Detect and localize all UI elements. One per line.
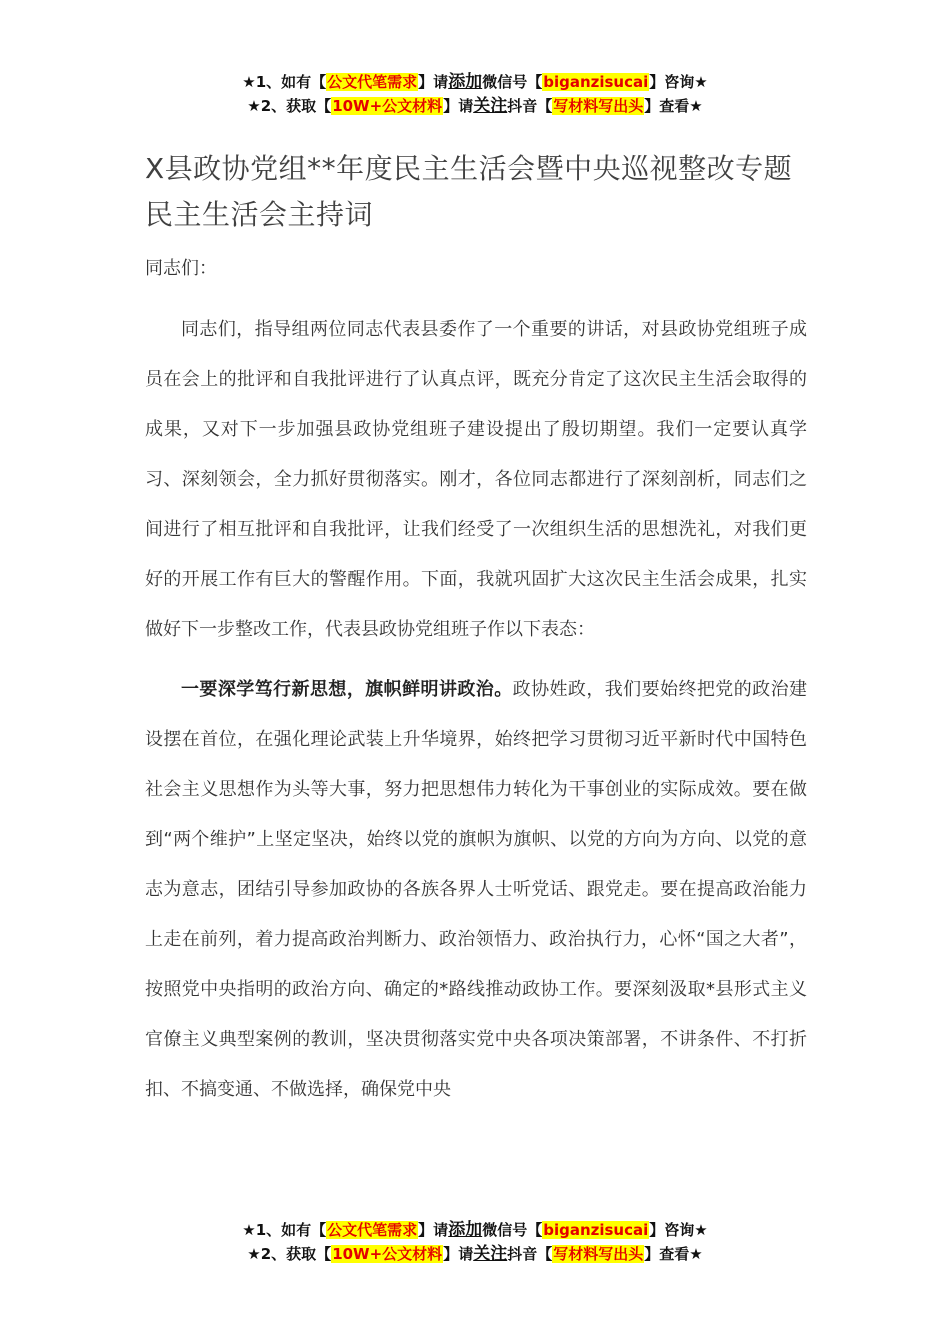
ad-text: ★1、如有【 xyxy=(242,1221,327,1239)
ad-text: ★2、获取【 xyxy=(247,1245,332,1263)
ad-line-1 xyxy=(0,1218,950,1242)
ad-text: ★2、获取【 xyxy=(247,97,332,115)
header-ad-banner xyxy=(0,70,950,118)
ad-highlight: 10W+公文材料 xyxy=(332,97,443,115)
ad-highlight-wechat-id: biganzisucai xyxy=(543,1221,649,1239)
ad-text: 微信号【 xyxy=(482,73,543,91)
ad-highlight: 公文代笔需求 xyxy=(327,1221,418,1239)
paragraph-2-heading: 一要深学笃行新思想，旗帜鲜明讲政治。 xyxy=(181,679,513,700)
ad-emphasis: 关注 xyxy=(473,96,508,116)
ad-text: 】请 xyxy=(418,73,449,91)
ad-text: 】请 xyxy=(418,1221,449,1239)
paragraph-2 xyxy=(145,665,807,1115)
paragraph-2-body: 政协姓政，我们要始终把党的政治建设摆在首位，在强化理论武装上升华境界，始终把学习贯彻习近平新时代中国特色社会主义思想作为头等大事，努力把思想伟力转化为干事创业的实际成效。要在做到“两个维护”上坚定坚决，始终以党的旗帜为旗帜、以党的方向为方向、以党的意志为意志，团结引导参加政协的各族各界人士听党话、跟党走。要在提高政治能力上走在前列，着力提高政治判断力、政治领悟力、政治执行力，心怀“国之大者”，按照党中央指明的政治方向、确定的*路线推动政协工作。要深刻汲取*县形式主义官僚主义典型案例的教训，坚决贯彻落实党中央各项决策部署，不讲条件、不打折扣、不搞变通、不做选择，确保党中央 xyxy=(145,679,808,1100)
footer-ad-banner xyxy=(0,1218,950,1266)
ad-text: 】咨询★ xyxy=(649,73,708,91)
ad-highlight: 公文代笔需求 xyxy=(327,73,418,91)
ad-highlight: 10W+公文材料 xyxy=(332,1245,443,1263)
greeting: 同志们： xyxy=(145,258,217,279)
ad-line-2 xyxy=(0,1242,950,1266)
paragraph-1: 同志们，指导组两位同志代表县委作了一个重要的讲话，对县政协党组班子成员在会上的批评和自我批评进行了认真点评，既充分肯定了这次民主生活会取得的成果，又对下一步加强县政协党组班子建设提出了殷切期望。我们一定要认真学习、深刻领会，全力抓好贯彻落实。刚才，各位同志都进行了深刻剖析，同志们之间进行了相互批评和自我批评，让我们经受了一次组织生活的思想洗礼，对我们更好的开展工作有巨大的警醒作用。下面，我就巩固扩大这次民主生活会成果，扎实做好下一步整改工作，代表县政协党组班子作以下表态： xyxy=(145,319,807,640)
ad-text: 】查看★ xyxy=(644,1245,703,1263)
document-body xyxy=(145,146,807,1125)
ad-emphasis: 关注 xyxy=(473,1244,508,1264)
ad-text: 】请 xyxy=(443,97,474,115)
ad-highlight-douyin-id: 写材料写出头 xyxy=(553,97,644,115)
ad-text: 微信号【 xyxy=(482,1221,543,1239)
ad-text: 抖音【 xyxy=(507,1245,553,1263)
ad-line-1 xyxy=(0,70,950,94)
ad-text: ★1、如有【 xyxy=(242,73,327,91)
ad-line-2 xyxy=(0,94,950,118)
ad-text: 】请 xyxy=(443,1245,474,1263)
ad-text: 】查看★ xyxy=(644,97,703,115)
ad-highlight-wechat-id: biganzisucai xyxy=(543,73,649,91)
ad-highlight-douyin-id: 写材料写出头 xyxy=(553,1245,644,1263)
ad-emphasis: 添加 xyxy=(448,1220,483,1240)
ad-text: 抖音【 xyxy=(507,97,553,115)
document-title: X县政协党组**年度民主生活会暨中央巡视整改专题民主生活会主持词 xyxy=(145,152,793,231)
ad-emphasis: 添加 xyxy=(448,72,483,92)
ad-text: 】咨询★ xyxy=(649,1221,708,1239)
